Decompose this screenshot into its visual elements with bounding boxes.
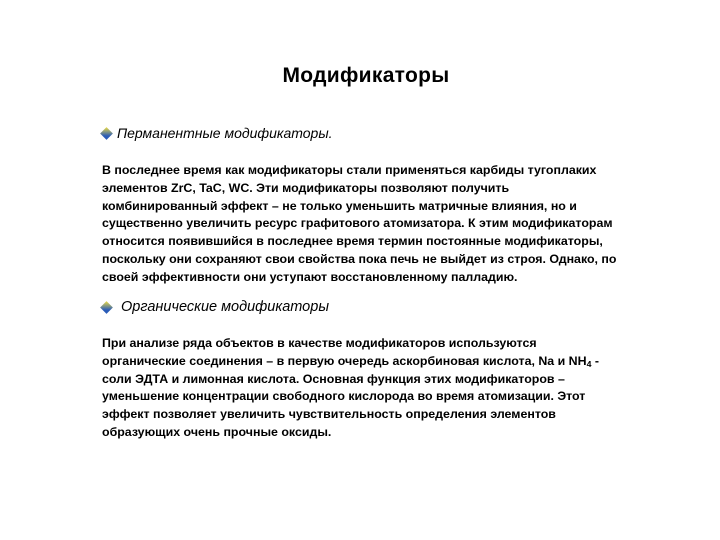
diamond-bullet-icon (100, 301, 113, 314)
text-line: уменьшение концентрации свободного кислорода во время атомизации. Этот (102, 389, 586, 404)
text-line: элементов ZrC, TaC, WC. Эти модификаторы позволяют получить (102, 180, 510, 195)
paragraph-organic-modifiers (102, 335, 692, 442)
text-line: комбинированный эффект – не только уменьшить матричные влияния, но и (102, 198, 577, 213)
text-line: существенно увеличить ресурс графитового атомизатора. К этим модификаторам (102, 216, 613, 231)
text-fragment: органические соединения – в первую очередь аскорбиновая кислота, Na и NH (102, 353, 587, 368)
text-line: эффект позволяет увеличить чувствительность определения элементов (102, 407, 556, 422)
text-line: При анализе ряда объектов в качестве модификаторов используются (102, 336, 537, 350)
text-line: поскольку они сохраняют свои свойства пока печь не выйдет из строя. Однако, по (102, 251, 617, 266)
page-title: Модификаторы (282, 64, 450, 87)
text-line: относится появившийся в последнее время термин постоянные модификаторы, (102, 234, 603, 249)
text-line: своей эффективности они уступают восстановленному палладию. (102, 269, 518, 284)
text-line: В последнее время как модификаторы стали применяться карбиды тугоплаких (102, 163, 597, 177)
text-line-with-subscript (102, 353, 692, 371)
text-fragment: - (591, 353, 599, 368)
text-line: образующих очень прочные оксиды. (102, 424, 332, 439)
subscript: 4 (586, 358, 592, 369)
text-line: соли ЭДТА и лимонная кислота. Основная функция этих модификаторов – (102, 371, 565, 386)
section-heading-permanent (102, 125, 333, 141)
paragraph-permanent-modifiers (102, 162, 692, 287)
section-heading-label: Органические модификаторы (121, 299, 329, 315)
section-heading-organic (102, 299, 329, 315)
section-heading-label: Перманентные модификаторы. (117, 125, 333, 141)
diamond-bullet-icon (100, 127, 113, 140)
